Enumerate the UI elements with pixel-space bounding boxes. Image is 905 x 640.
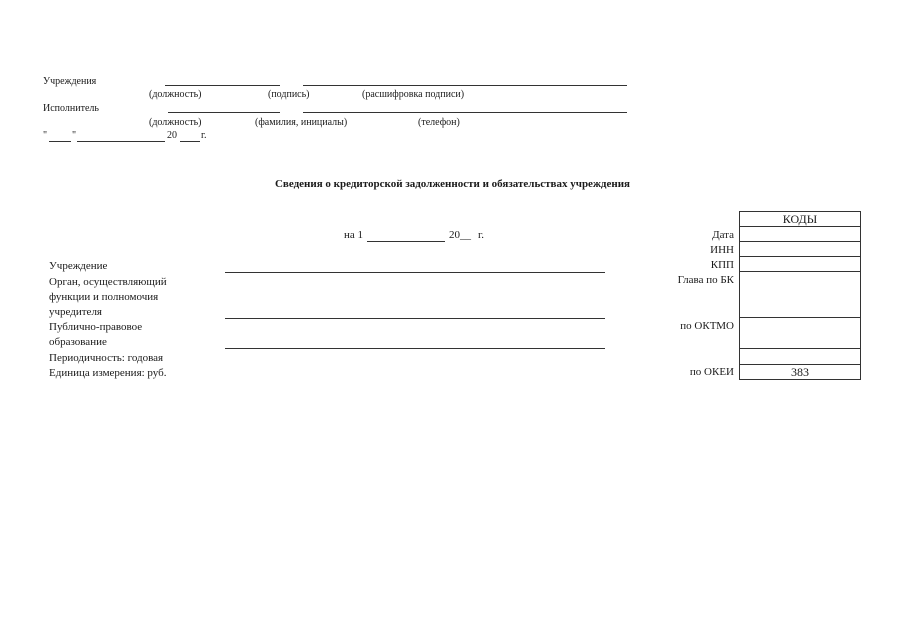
code-label-oktmo: по ОКТМО bbox=[680, 320, 734, 332]
executor-name-phone-line bbox=[303, 112, 627, 113]
sign-date-year-line bbox=[180, 141, 200, 142]
code-cell-okei[interactable] bbox=[739, 364, 861, 380]
code-cell-oktmo[interactable] bbox=[739, 317, 861, 349]
executor-name-caption: (фамилия, инициалы) bbox=[255, 117, 348, 128]
executor-label: Исполнитель bbox=[43, 103, 99, 114]
sign-date-open-quote: " bbox=[43, 130, 48, 141]
codes-table bbox=[739, 211, 861, 380]
head-label: Учреждения bbox=[43, 76, 97, 87]
sign-date-month-line bbox=[77, 141, 165, 142]
code-cell-kpp[interactable] bbox=[739, 256, 861, 272]
code-cell-inn[interactable] bbox=[739, 241, 861, 257]
report-date-month-line bbox=[367, 241, 445, 242]
code-cell-date[interactable] bbox=[739, 226, 861, 242]
code-label-okei: по ОКЕИ bbox=[689, 366, 734, 378]
code-label-glava: Глава по БК bbox=[677, 274, 734, 286]
head-decoding-caption: (расшифровка подписи) bbox=[362, 89, 465, 100]
document-title: Сведения о кредиторской задолженности и обязательствах учреждения bbox=[274, 178, 630, 190]
field-institution-line bbox=[225, 272, 605, 273]
field-organ-label-2: функции и полномочия bbox=[49, 291, 159, 303]
field-public-label-2: образование bbox=[49, 336, 107, 348]
report-date-year: 20__ bbox=[449, 229, 471, 241]
code-cell-glava[interactable] bbox=[739, 271, 861, 318]
field-public-line bbox=[225, 348, 605, 349]
field-organ-line bbox=[225, 318, 605, 319]
field-periodicity: Периодичность: годовая bbox=[49, 352, 164, 364]
field-unit: Единица измерения: руб. bbox=[49, 367, 167, 379]
head-signature-line bbox=[303, 85, 627, 86]
code-label-kpp: КПП bbox=[710, 259, 734, 271]
field-organ-label-3: учредителя bbox=[49, 306, 102, 318]
code-cell-blank[interactable] bbox=[739, 348, 861, 365]
codes-header-cell bbox=[739, 211, 861, 227]
executor-phone-caption: (телефон) bbox=[418, 117, 460, 128]
field-institution-label: Учреждение bbox=[49, 260, 108, 272]
sign-date-day-line bbox=[49, 141, 71, 142]
head-position-caption: (должность) bbox=[149, 89, 202, 100]
head-signature-caption: (подпись) bbox=[268, 89, 310, 100]
executor-position-caption: (должность) bbox=[149, 117, 202, 128]
sign-date-year-suffix: г. bbox=[201, 130, 207, 141]
executor-position-line bbox=[168, 112, 280, 113]
head-position-line bbox=[165, 85, 280, 86]
sign-date-close-quote: " bbox=[72, 130, 77, 141]
report-date-prefix: на 1 bbox=[344, 229, 364, 241]
report-date-suffix: г. bbox=[478, 229, 485, 241]
codes-header: КОДЫ bbox=[782, 212, 818, 226]
code-label-inn: ИНН bbox=[710, 244, 734, 256]
sign-date-year-prefix: 20 bbox=[167, 130, 177, 141]
field-public-label-1: Публично-правовое bbox=[49, 321, 143, 333]
code-value-okei: 383 bbox=[791, 365, 809, 379]
code-label-date: Дата bbox=[712, 229, 734, 241]
field-organ-label-1: Орган, осуществляющий bbox=[49, 276, 167, 288]
